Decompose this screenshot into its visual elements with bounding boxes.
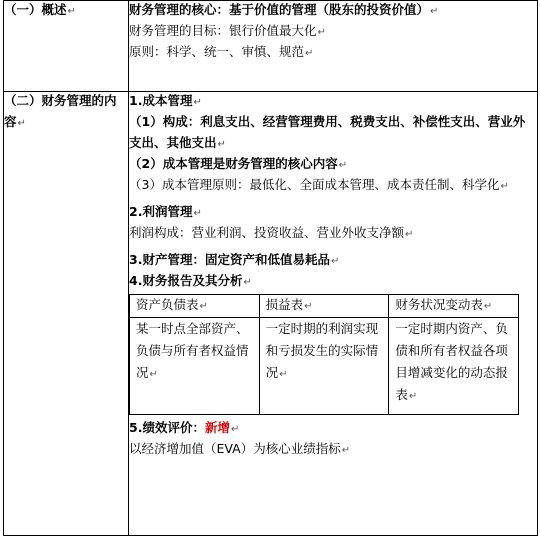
paragraph-mark-icon: ↵ — [149, 369, 158, 380]
overview-principle-line: 原则：科学、统一、审慎、规范 — [129, 44, 305, 59]
content-heading-line1: （二）财务管理的内 — [4, 93, 117, 108]
report-cell-cash-flow: 一定时期内资产、负债和所有者权益各项目增减变化的动态报表 — [395, 321, 508, 402]
cost-composition-line1: （1）构成：利息支出、经营管理费用、税费支出、补偿性支出、营业外 — [129, 114, 526, 129]
paragraph-mark-icon: ↵ — [304, 301, 313, 312]
paragraph-mark-icon: ↵ — [341, 445, 351, 456]
overview-goal-line: 财务管理的目标：银行价值最大化 — [129, 23, 317, 38]
cost-composition-line2: 支出、其他支出 — [129, 135, 217, 150]
table-row — [130, 318, 519, 415]
report-header-income-statement: 损益表 — [265, 297, 304, 312]
content-body-cell — [129, 92, 538, 536]
financial-report-table — [129, 294, 519, 415]
cost-title: 1.成本管理 — [129, 93, 193, 108]
cost-principle-line: （3）成本管理原则：最低化、全面成本管理、成本责任制、科学化 — [129, 177, 500, 192]
paragraph-mark-icon: ↵ — [67, 6, 76, 17]
paragraph-mark-icon: ↵ — [217, 139, 226, 150]
report-table-header-row — [130, 295, 519, 318]
overview-heading-cell — [4, 1, 129, 92]
asset-title: 3.财产管理：固定资产和低值易耗品 — [129, 252, 330, 267]
paragraph-mark-icon: ↵ — [243, 277, 252, 288]
paragraph-mark-icon: ↵ — [199, 301, 208, 312]
paragraph-mark-icon: ↵ — [317, 27, 326, 38]
paragraph-mark-icon: ↵ — [430, 6, 439, 17]
paragraph-mark-icon: ↵ — [193, 208, 202, 219]
profit-title: 2.利润管理 — [129, 204, 193, 219]
paragraph-mark-icon: ↵ — [408, 391, 418, 402]
paragraph-mark-icon: ↵ — [330, 256, 340, 267]
report-cell-income-statement: 一定时期的利润实现和亏损发生的实际情况 — [265, 321, 379, 380]
overview-heading: （一）概述 — [4, 2, 67, 17]
paragraph-mark-icon: ↵ — [483, 301, 493, 312]
content-heading-line2: 容 — [4, 114, 17, 129]
content-heading-cell — [4, 92, 129, 536]
report-header-cash-flow: 财务状况变动表 — [395, 297, 483, 312]
paragraph-mark-icon: ↵ — [193, 97, 202, 108]
new-badge: 新增 — [204, 420, 230, 435]
eval-title: 5.绩效评价： — [129, 420, 205, 435]
paragraph-mark-icon: ↵ — [17, 118, 26, 129]
paragraph-mark-icon: ↵ — [230, 424, 240, 435]
paragraph-mark-icon: ↵ — [279, 369, 288, 380]
paragraph-mark-icon: ↵ — [305, 48, 314, 59]
syllabus-table — [3, 0, 538, 536]
paragraph-mark-icon: ↵ — [405, 229, 414, 240]
overview-row — [4, 1, 538, 92]
report-header-balance-sheet: 资产负债表 — [136, 297, 199, 312]
overview-content-cell — [129, 1, 538, 92]
paragraph-mark-icon: ↵ — [338, 160, 348, 171]
cost-core-line: （2）成本管理是财务管理的核心内容 — [129, 156, 338, 171]
report-cell-balance-sheet: 某一时点全部资产、负债与所有者权益情况 — [136, 321, 249, 380]
content-row — [4, 92, 538, 536]
overview-core-line: 财务管理的核心：基于价值的管理（股东的投资价值） — [129, 2, 430, 17]
paragraph-mark-icon: ↵ — [500, 181, 509, 192]
report-title: 4.财务报告及其分析 — [129, 273, 243, 288]
eval-text-line: 以经济增加值（EVA）为核心业绩指标 — [129, 441, 341, 456]
profit-composition-line: 利润构成：营业利润、投资收益、营业外收支净额 — [129, 225, 405, 240]
